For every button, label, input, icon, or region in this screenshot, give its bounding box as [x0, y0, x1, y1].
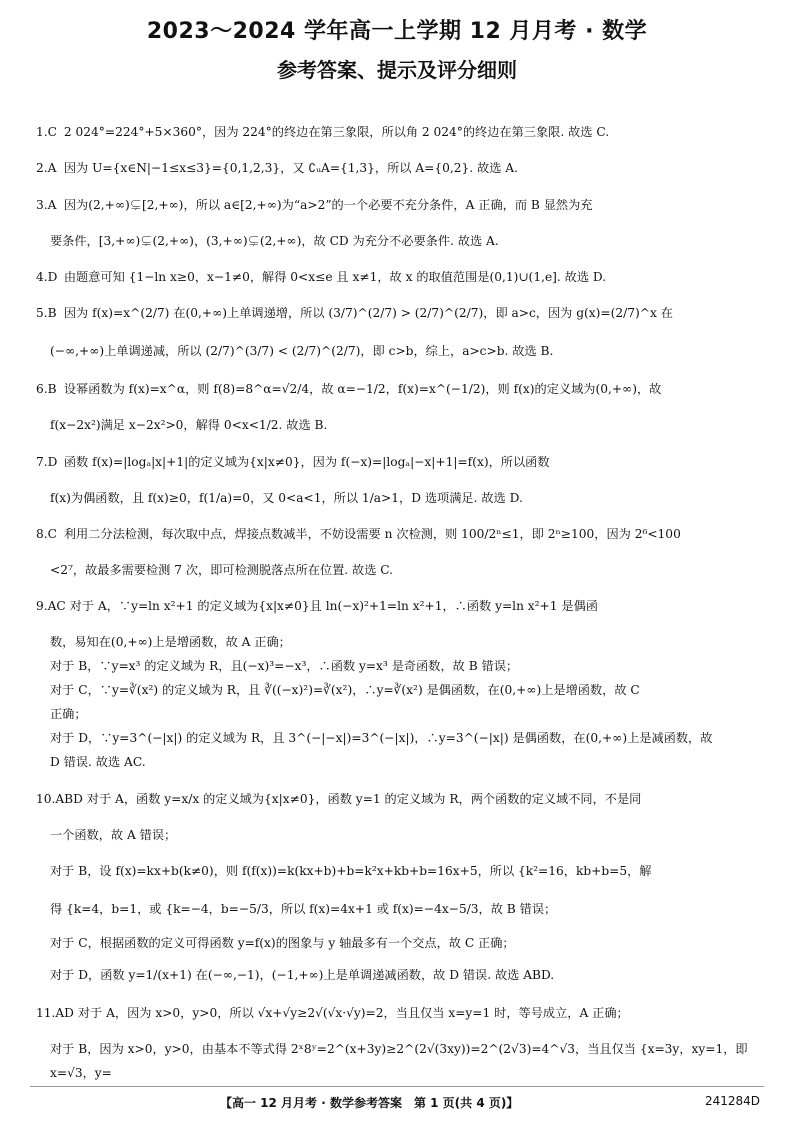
answer-text: 设幂函数为 f(x)=x^α，则 f(8)=8^α=√2/4，故 α=−1/2，f(x)=x^(−1/2)，则 f(x)的定义域为(0,+∞)，故	[63, 382, 662, 397]
answer-text: 对于 D，函数 y=1/(x+1) 在(−∞,−1)，(−1,+∞)上是单调递减函数，故 D 错误. 故选 ABD.	[50, 967, 555, 982]
answer-text: 利用二分法检测，每次取中点，焊接点数减半，不妨设需要 n 次检测，则 100/2ⁿ≤1，即 2ⁿ≥100，因为 2⁶<100	[63, 526, 681, 541]
answer-item	[36, 522, 772, 582]
answer-number: 7.D	[36, 454, 58, 469]
answer-text: 因为 U={x∈N|−1≤x≤3}={0,1,2,3}，又 ∁ᵤA={1,3}，所以 A={0,2}. 故选 A.	[63, 161, 518, 176]
answer-item	[36, 594, 772, 774]
answer-text: 由题意可知 {1−ln x≥0，x−1≠0，解得 0<x≤e 且 x≠1，故 x 的取值范围是(0,1)∪(1,e]. 故选 D.	[63, 269, 607, 284]
answer-text: <2⁷，故最多需要检测 7 次，即可检测脱落点所在位置. 故选 C.	[50, 563, 394, 578]
document-code: 241284D	[704, 1094, 760, 1108]
answer-number: 8.C	[36, 526, 57, 541]
page-title: 2023～2024 学年高一上学期 12 月月考 · 数学	[146, 19, 648, 44]
answer-number: 10.ABD	[36, 791, 83, 806]
answer-text: 因为(2,+∞)⊊[2,+∞)，所以 a∈[2,+∞)为“a>2”的一个必要不充分条件，A 正确，而 B 显然为充	[63, 197, 593, 212]
answer-text: 正确；	[50, 707, 87, 722]
answer-item	[36, 787, 772, 987]
answer-text: 对于 B，设 f(x)=kx+b(k≠0)，则 f(f(x))=k(kx+b)+b=k²x+kb+b=16x+5，所以 {k²=16，kb+b=5，解	[50, 863, 652, 878]
answer-number: 3.A	[36, 197, 57, 212]
answer-item	[36, 156, 772, 180]
answer-text: 对于 B，因为 x>0，y>0，由基本不等式得 2ˣ8ʸ=2^(x+3y)≥2^(2√(3xy))=2^(2√3)=4^√3，当且仅当 {x=3y，xy=1，即 x=√3，y=	[50, 1042, 748, 1080]
answer-line	[36, 193, 772, 217]
answer-line	[36, 522, 772, 546]
answer-text: 2 024°=224°+5×360°，因为 224°的终边在第三象限，所以角 2 024°的终边在第三象限. 故选 C.	[63, 125, 610, 140]
answer-item	[36, 301, 772, 363]
answer-text: 对于 A，因为 x>0，y>0，所以 √x+√y≥2√(√x·√y)=2，当且仅当 x=y=1 时，等号成立，A 正确；	[77, 1005, 629, 1020]
footer-divider	[30, 1086, 764, 1087]
answer-number: 5.B	[36, 306, 57, 321]
answer-line	[36, 1001, 772, 1025]
answer-text: 对于 C，根据函数的定义可得函数 y=f(x)的图象与 y 轴最多有一个交点，故 C 正确；	[50, 935, 515, 950]
answer-item	[36, 120, 772, 144]
answer-text: (−∞,+∞)上单调递减，所以 (2/7)^(3/7) < (2/7)^(2/7)，即 c>b，综上，a>c>b. 故选 B.	[50, 344, 554, 359]
footer-text: 【高一 12 月月考 · 数学参考答案 第 1 页(共 4 页)】	[220, 1096, 519, 1110]
answer-text: 因为 f(x)=x^(2/7) 在(0,+∞)上单调递增，所以 (3/7)^(2/7) > (2/7)^(2/7)，即 a>c，因为 g(x)=(2/7)^x 在	[63, 306, 673, 321]
answer-line	[36, 156, 772, 180]
answer-number: 4.D	[36, 269, 58, 284]
answer-number: 6.B	[36, 382, 57, 397]
answer-item	[36, 265, 772, 289]
answer-item	[36, 450, 772, 510]
answer-text: 对于 B，∵y=x³ 的定义域为 R，且(−x)³=−x³，∴函数 y=x³ 是奇函数，故 B 错误；	[50, 659, 519, 674]
answer-number: 11.AD	[36, 1005, 74, 1020]
answer-line	[36, 120, 772, 144]
answer-line	[36, 265, 772, 289]
answer-item	[36, 1001, 772, 1083]
answer-number: 2.A	[36, 161, 57, 176]
answer-text: 一个函数，故 A 错误；	[50, 827, 177, 842]
answer-list	[36, 108, 772, 1083]
answer-item	[36, 377, 772, 437]
page-footer	[0, 1092, 794, 1114]
page-subtitle: 参考答案、提示及评分细则	[277, 58, 517, 82]
answer-text: 要条件，[3,+∞)⊊(2,+∞)，(3,+∞)⊊(2,+∞)，故 CD 为充分不必要条件. 故选 A.	[50, 233, 499, 248]
answer-number: 1.C	[36, 125, 57, 140]
answer-text: f(x−2x²)满足 x−2x²>0，解得 0<x<1/2. 故选 B.	[50, 418, 328, 433]
answer-line	[36, 450, 772, 474]
answer-line	[36, 594, 772, 618]
answer-item	[36, 193, 772, 253]
answer-text: 对于 C，∵y=∛(x²) 的定义域为 R，且 ∛((−x)²)=∛(x²)，∴y=∛(x²) 是偶函数，在(0,+∞)上是增函数，故 C	[50, 683, 640, 698]
answer-number: 9.AC	[36, 599, 66, 614]
answer-text: 函数 f(x)=|logₐ|x|+1|的定义域为{x|x≠0}，因为 f(−x)=|logₐ|−x|+1|=f(x)，所以函数	[63, 454, 550, 469]
answer-text: 对于 A，函数 y=x/x 的定义域为{x|x≠0}，函数 y=1 的定义域为 R，两个函数的定义域不同，不是同	[86, 791, 642, 806]
answer-text: D 错误. 故选 AC.	[50, 755, 146, 770]
answer-line	[36, 787, 772, 811]
answer-text: 数，易知在(0,+∞)上是增函数，故 A 正确；	[50, 635, 291, 650]
answer-text: 对于 A，∵y=ln x²+1 的定义域为{x|x≠0}且 ln(−x)²+1=ln x²+1，∴函数 y=ln x²+1 是偶函	[69, 599, 598, 614]
answer-line	[36, 301, 772, 325]
answer-text: 对于 D，∵y=3^(−|x|) 的定义域为 R，且 3^(−|−x|)=3^(−|x|)，∴y=3^(−|x|) 是偶函数，在(0,+∞)上是减函数，故	[50, 731, 713, 746]
answer-text: f(x)为偶函数，且 f(x)≥0，f(1/a)=0，又 0<a<1，所以 1/a>1，D 选项满足. 故选 D.	[50, 490, 523, 505]
answer-text: 得 {k=4，b=1，或 {k=−4，b=−5/3，所以 f(x)=4x+1 或 f(x)=−4x−5/3，故 B 错误；	[50, 901, 557, 916]
answer-line	[36, 377, 772, 401]
